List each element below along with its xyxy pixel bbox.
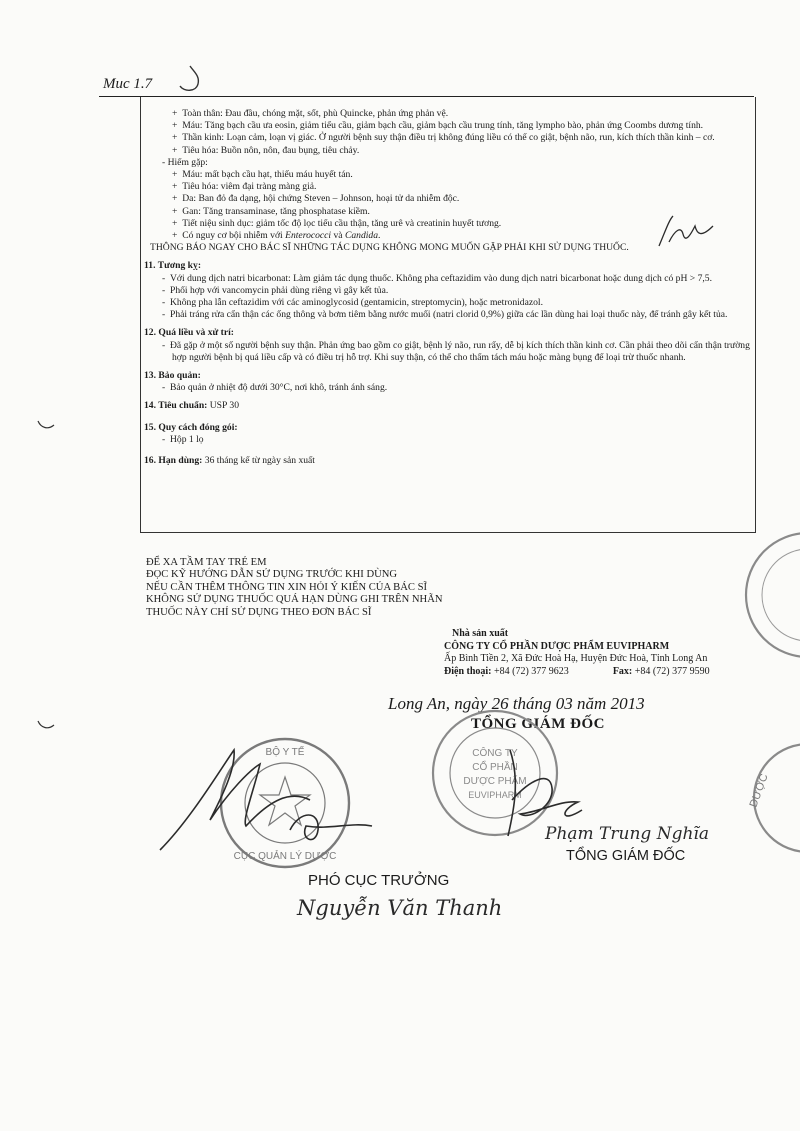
rare-effects-heading: - Hiếm gặp: xyxy=(162,156,208,168)
edge-stamp-top xyxy=(738,520,800,670)
svg-text:BỘ Y TẾ: BỘ Y TẾ xyxy=(265,747,305,758)
leaflet-body xyxy=(144,108,750,467)
section-title: 12. Quá liều và xử trí: xyxy=(144,327,234,339)
deputy-name: Nguyễn Văn Thanh xyxy=(297,896,503,920)
warning-line: THUỐC NÀY CHỈ SỬ DỤNG THEO ĐƠN BÁC SĨ xyxy=(146,606,372,618)
svg-text:EUVIPHARM: EUVIPHARM xyxy=(468,790,522,800)
warning-line: KHÔNG SỬ DỤNG THUỐC QUÁ HẠN DÙNG GHI TRÊN NHÃN xyxy=(146,594,443,606)
list-item: - Với dung dịch natri bicarbonat: Làm giảm tác dụng thuốc. Không pha ceftazidim vào dung dịch natri bicarbonat hoặc dung dịch có pH > 7,5. xyxy=(162,272,712,284)
list-item: + Toàn thân: Đau đầu, chóng mặt, sốt, phù Quincke, phản ứng phản vệ. xyxy=(172,108,449,119)
svg-text:DƯỢC: DƯỢC xyxy=(747,772,771,810)
edge-stamp-bottom xyxy=(728,738,800,858)
adverse-effects-notice: THÔNG BÁO NGAY CHO BÁC SĨ NHỮNG TÁC DỤNG KHÔNG MONG MUỐN GẶP PHẢI KHI SỬ DỤNG THUỐC. xyxy=(150,242,629,254)
manufacturer-block xyxy=(444,628,710,678)
director-name: Phạm Trung Nghĩa xyxy=(545,824,709,844)
initial-signature xyxy=(655,212,717,252)
list-item: + Máu: Tăng bạch cầu ưa eosin, giảm tiểu cầu, giảm bạch cầu, giảm bạch cầu trung tính, tăng lympho bào, phản ứng Coombs dương tính. xyxy=(172,120,704,132)
director-title: TỔNG GIÁM ĐỐC xyxy=(471,716,605,732)
manufacturer-contacts: Điện thoại: +84 (72) 377 9623 Fax: +84 (72) 377 9590 xyxy=(444,665,710,677)
list-item: - Hộp 1 lọ xyxy=(162,433,204,445)
svg-text:DƯỢC PHẨM: DƯỢC PHẨM xyxy=(463,776,527,787)
section-title: 11. Tương kỵ: xyxy=(144,260,202,272)
manufacturer-company: CÔNG TY CỔ PHẦN DƯỢC PHẨM EUVIPHARM xyxy=(444,640,670,652)
margin-mark xyxy=(36,418,56,432)
deputy-title: PHÓ CỤC TRƯỞNG xyxy=(308,872,450,889)
deputy-signature xyxy=(150,730,380,880)
shelf-life-line: 16. Hạn dùng: 36 tháng kể từ ngày sản xuất xyxy=(144,455,315,467)
list-item: + Thần kinh: Loạn cảm, loạn vị giác. Ở người bệnh suy thận điều trị không đúng liều có thể co giật, bệnh não, run, kích thích thần kinh – cơ. xyxy=(172,132,715,144)
list-item: - Bảo quản ở nhiệt độ dưới 30°C, nơi khô, tránh ánh sáng. xyxy=(162,382,388,394)
warnings-block xyxy=(146,557,443,619)
list-item: - Phải tráng rửa cẩn thận các ống thông và bơm tiêm bằng nước muối (natri clorid 0,9%) giữa các lần dùng hai loại thuốc này, để tránh gây kết tủa. xyxy=(162,309,728,321)
list-item: + Tiêu hóa: Buồn nôn, nôn, đau bụng, tiêu chảy. xyxy=(172,144,360,156)
list-item: + Da: Ban đỏ đa dạng, hội chứng Steven – Johnson, hoại tử da nhiễm độc. xyxy=(172,193,460,205)
list-item: + Máu: mất bạch cầu hạt, thiếu máu huyết tán. xyxy=(172,169,353,181)
warning-line: ĐỌC KỸ HƯỚNG DẪN SỬ DỤNG TRƯỚC KHI DÙNG xyxy=(146,569,398,581)
page-section-label: Muc 1.7 xyxy=(103,76,153,92)
section-title: 13. Bảo quản: xyxy=(144,370,201,382)
list-item: + Có nguy cơ bội nhiễm với Enterococci và Candida. xyxy=(172,230,381,242)
handwritten-tick-mark xyxy=(160,62,212,98)
svg-text:CỔ PHẦN: CỔ PHẦN xyxy=(472,762,518,773)
svg-text:CÔNG TY: CÔNG TY xyxy=(472,748,518,759)
director-title-bottom: TỔNG GIÁM ĐỐC xyxy=(566,848,686,864)
list-item: - Đã gặp ở một số người bệnh suy thận. Phản ứng bao gồm co giật, bệnh lý não, run rẩy, dễ bị kích thích thần kinh cơ. Cần phải theo dõi cẩn thận trường hợp người bệnh bị quá liều cấp và có điều trị hỗ trợ. Khi suy thận, có thể cho thẩm tách máu hoặc màng bụng để loại trừ thuốc nhanh. xyxy=(162,339,750,363)
section-title: 15. Quy cách đóng gói: xyxy=(144,421,238,433)
standard-line: 14. Tiêu chuẩn: USP 30 xyxy=(144,400,239,412)
warning-line: NẾU CẦN THÊM THÔNG TIN XIN HỎI Ý KIẾN CỦA BÁC SĨ xyxy=(146,581,428,593)
margin-mark xyxy=(36,718,56,732)
list-item: + Tiết niệu sinh dục: giảm tốc độ lọc tiểu cầu thận, tăng urê và creatinin huyết tương. xyxy=(172,217,502,229)
manufacturer-address: Ấp Bình Tiền 2, Xã Đức Hoà Hạ, Huyện Đức Hoà, Tỉnh Long An xyxy=(444,653,708,664)
list-item: + Tiêu hóa: viêm đại tràng màng giả. xyxy=(172,181,317,193)
svg-text:CỤC QUẢN LÝ DƯỢC: CỤC QUẢN LÝ DƯỢC xyxy=(233,851,337,862)
list-item: - Phối hợp với vancomycin phải dùng riêng vì gây kết tủa. xyxy=(162,284,389,296)
list-item: + Gan: Tăng transaminase, tăng phosphatase kiềm. xyxy=(172,205,370,217)
manufacturer-label: Nhà sản xuất xyxy=(452,628,509,639)
list-item: - Không pha lẫn ceftazidim với các aminoglycosid (gentamicin, streptomycin), hoặc metronidazol. xyxy=(162,297,543,309)
warning-line: ĐỂ XA TẦM TAY TRẺ EM xyxy=(146,557,267,568)
date-line: Long An, ngày 26 tháng 03 năm 2013 xyxy=(388,694,645,713)
